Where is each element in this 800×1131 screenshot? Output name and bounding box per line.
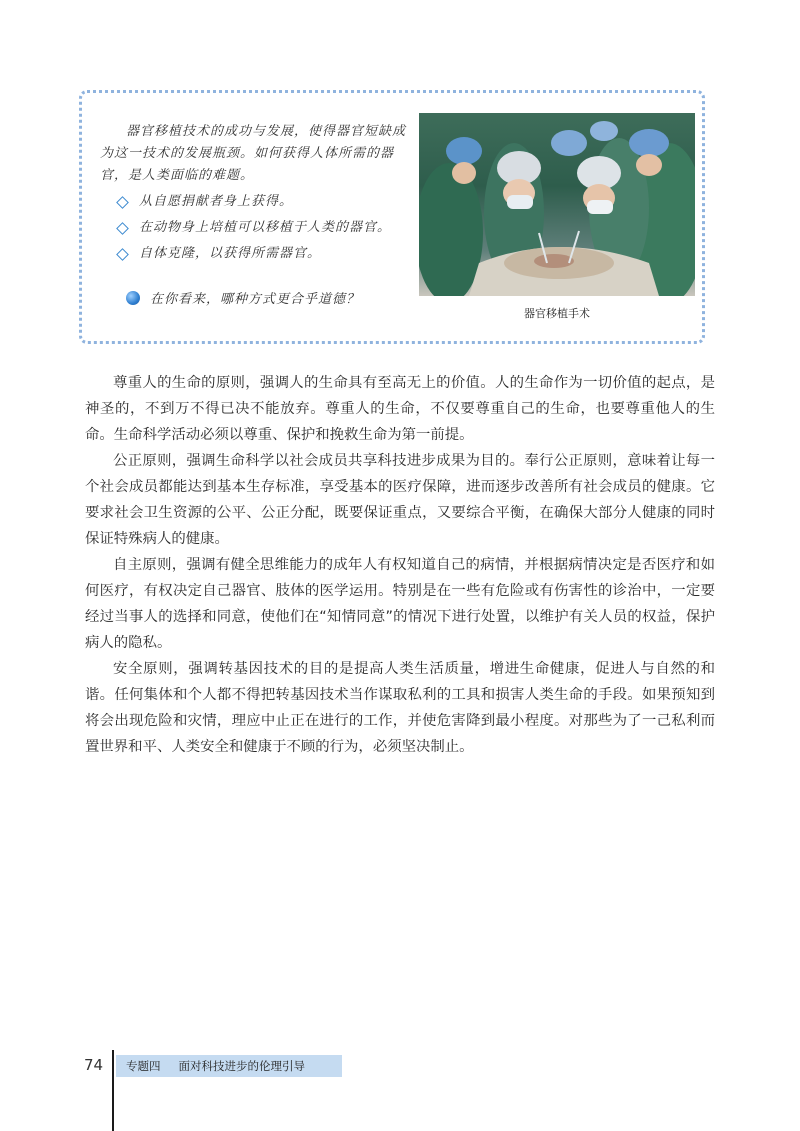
chapter-section: 专题四	[126, 1059, 161, 1073]
paragraph: 尊重人的生命的原则，强调人的生命具有至高无上的价值。人的生命作为一切价值的起点，是神圣的，不到万不得已决不能放弃。尊重人的生命，不仅要尊重自己的生命，也要尊重他人的生命。生命科学活动必须以尊重、保护和挽救生命为第一前提。	[85, 375, 715, 443]
question-text: 在你看来，哪种方式更合乎道德？	[150, 292, 361, 307]
photo-caption: 器官移植手术	[524, 307, 590, 320]
discussion-intro: 器官移植技术的成功与发展，使得器官短缺成为这一技术的发展瓶颈。如何获得人体所需的器官，是人类面临的难题。	[100, 124, 407, 183]
diamond-bullet-icon	[116, 196, 129, 209]
option-text: 在动物身上培植可以移植于人类的器官。	[139, 220, 392, 235]
diamond-bullet-icon	[116, 222, 129, 235]
paragraph: 公正原则，强调生命科学以社会成员共享科技进步成果为目的。奉行公正原则，意味着让每一个社会成员都能达到基本生存标准，享受基本的医疗保障，进而逐步改善所有社会成员的健康。它要求社会卫生资源的公平、公正分配，既要保证重点，又要综合平衡，在确保大部分人健康的同时保证特殊病人的健康。	[85, 453, 715, 547]
page-number: 74	[84, 1056, 104, 1074]
discussion-question	[126, 288, 360, 307]
footer-divider	[112, 1050, 114, 1131]
discussion-text	[100, 121, 412, 265]
option-text: 自体克隆，以获得所需器官。	[139, 246, 322, 261]
option-item	[118, 191, 412, 213]
discussion-box	[79, 90, 705, 344]
globe-bullet-icon	[126, 291, 140, 305]
chapter-title: 面对科技进步的伦理引导	[178, 1059, 305, 1073]
paragraph: 安全原则，强调转基因技术的目的是提高人类生活质量，增进生命健康，促进人与自然的和谐。任何集体和个人都不得把转基因技术当作谋取私利的工具和损害人类生命的手段。如果预知到将会出现危险和灾情，理应中止正在进行的工作，并使危害降到最小程度。对那些为了一己私利而置世界和平、人类安全和健康于不顾的行为，必须坚决制止。	[85, 661, 715, 755]
paragraph: 自主原则，强调有健全思维能力的成年人有权知道自己的病情，并根据病情决定是否医疗和如何医疗，有权决定自己器官、肢体的医学运用。特别是在一些有危险或有伤害性的诊治中，一定要经过当事人的选择和同意，使他们在“知情同意”的情况下进行处置，以维护有关人员的权益，保护病人的隐私。	[85, 557, 715, 651]
surgery-photo-illustration	[419, 113, 695, 296]
surgery-photo	[419, 113, 695, 296]
diamond-bullet-icon	[116, 248, 129, 261]
option-item	[118, 243, 412, 265]
option-item	[118, 217, 412, 239]
body-text	[85, 370, 715, 760]
chapter-footer	[116, 1055, 342, 1077]
option-text: 从自愿捐献者身上获得。	[139, 194, 294, 209]
